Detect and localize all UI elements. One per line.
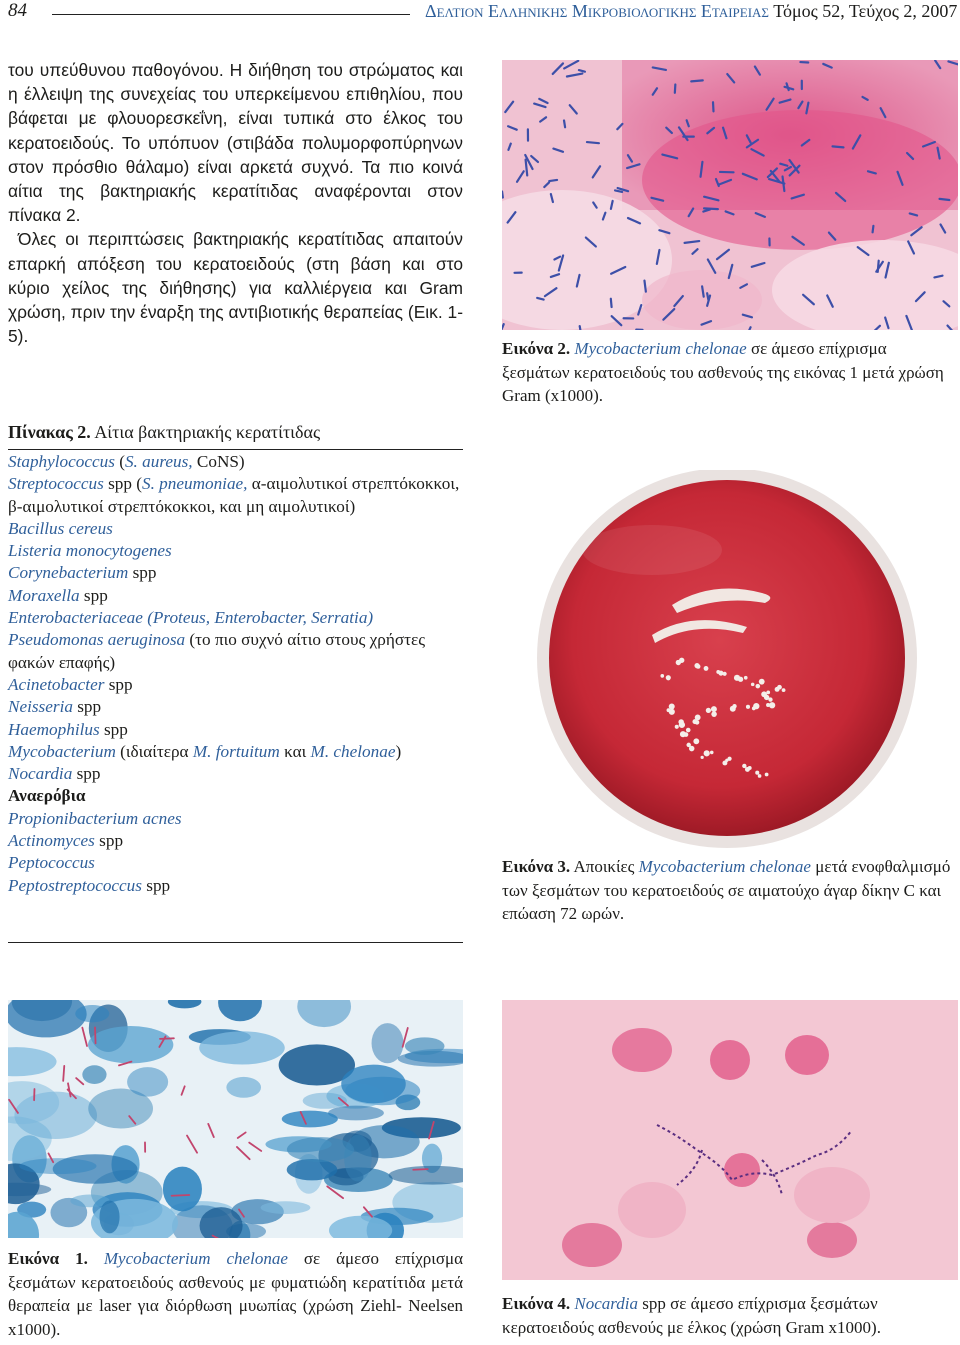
organism-italic3: M. chelonae — [310, 741, 396, 761]
organism-row — [8, 875, 463, 897]
figure-2-label: Εικόνα 2. — [502, 339, 571, 358]
acid-fast-bacillus-mark — [160, 1038, 174, 1039]
organism-row — [8, 830, 463, 852]
colony-mark — [782, 688, 786, 692]
figure-1-label: Εικόνα 1. — [8, 1249, 88, 1268]
table-bottom-rule — [8, 942, 463, 943]
bacillus-mark — [502, 192, 503, 198]
stain-blob — [303, 1093, 347, 1109]
organism-row — [8, 451, 463, 473]
colony-mark — [765, 773, 769, 777]
organism-row — [8, 741, 463, 763]
colony-mark — [759, 679, 765, 685]
stain-blob — [75, 1005, 109, 1022]
header-rule — [52, 14, 410, 15]
table-title — [8, 422, 320, 443]
table-label: Πίνακας 2. — [8, 422, 91, 442]
colony-mark — [742, 764, 746, 768]
organism-rest_open: (ιδιαίτερα — [115, 741, 193, 761]
figure-2-text: σε άμεσο επίχρισμα ξεσμάτων κερατοειδούς του ασθενούς της εικόνας 1 μετά χρώση Gram (x1000). — [502, 339, 944, 405]
colony-mark — [769, 702, 775, 708]
organism-row — [8, 607, 463, 629]
paragraph-1: του υπεύθυνου παθογόνου. Η διήθηση του στρώματος και η έλλειψη της συνεχείας του υπερκείμενου επιθηλίου, που βάφεται με φλουορεσκεΐνη, είναι τυπικά στο έλκος του κερατοειδούς. Το υπόπυον (στιβάδα πολυμορφοπύρηνων στον πρόσθιο θάλαμο) είναι αρκετά συχνό. Τα πιο κοινά αίτια της βακτηριακής κερατίτιδας αναφέρονται στον πίνακα 2. — [8, 60, 463, 226]
organism-list — [8, 451, 463, 897]
colony-mark — [738, 677, 743, 682]
stain-blob — [163, 1167, 202, 1212]
blood-agar-plate-photo — [502, 470, 958, 850]
figure-1-image — [8, 1000, 463, 1238]
colony-mark — [725, 759, 728, 762]
bacillus-mark — [873, 226, 874, 232]
organism-italic: Streptococcus — [8, 474, 104, 494]
colony-mark — [731, 706, 735, 710]
organism-rest: spp — [79, 585, 108, 605]
stain-blob — [19, 1158, 96, 1174]
organism-italic: Moraxella — [8, 585, 80, 605]
organism-rest: και — [279, 741, 311, 761]
organism-italic: Bacillus cereus — [8, 518, 113, 538]
figure-2-image — [502, 60, 958, 330]
nocardia-gram-micrograph — [502, 1000, 958, 1280]
acid-fast-bacillus-mark — [172, 1195, 190, 1196]
paragraph-2: Όλες οι περιπτώσεις βακτηριακής κερατίτιδας απαιτούν επαρκή απόξεση του κερατοειδούς (στη βάση και στο κύριο χείλος της διήθησης) για καλλιέργεια και Gram χρώση, πριν την έναρξη της αντιβιοτικής θεραπείας (Εικ. 1-5). — [8, 229, 463, 347]
organism-row — [8, 785, 463, 807]
colony-mark — [758, 774, 762, 778]
colony-mark — [718, 671, 723, 676]
colony-mark — [711, 706, 717, 712]
organism-rest: α-αιμολυτικοί στρεπτόκοκκοι, β-αιμολυτικοί στρεπτόκοκκοι, και μη αιμολυτικοί) — [8, 474, 460, 516]
organism-row — [8, 585, 463, 607]
organism-italic2: S. aureus, — [124, 452, 193, 471]
stain-blob — [82, 1065, 106, 1084]
bacillus-mark — [580, 326, 581, 330]
bacillus-mark — [615, 190, 622, 192]
bacillus-mark — [579, 70, 585, 72]
colony-mark — [756, 684, 761, 689]
organism-italic2: M. fortuitum — [192, 741, 280, 761]
organism-italic: Peptococcus — [8, 853, 95, 873]
figure-4-label: Εικόνα 4. — [502, 1294, 571, 1313]
bacillus-mark — [611, 299, 612, 307]
organism-italic: Corynebacterium — [8, 563, 129, 583]
organism-italic2: S. pneumoniae, — [141, 474, 248, 494]
bacillus-mark — [587, 142, 599, 143]
figure-3-pre: Αποικίες — [570, 857, 639, 876]
colony-mark — [693, 738, 699, 744]
colony-mark — [666, 675, 671, 680]
bacillus-mark — [564, 120, 565, 127]
bacillus-mark — [675, 84, 676, 92]
organism-row — [8, 696, 463, 718]
organism-row — [8, 540, 463, 562]
organism-italic: Staphylococcus — [8, 452, 115, 471]
colony-mark — [675, 725, 679, 729]
organism-rest: (το πιο συχνό αίτιο στους χρήστες φακών επαφής) — [8, 630, 426, 672]
stain-blob — [344, 1135, 372, 1182]
figure-1-caption — [8, 1247, 463, 1341]
gram-stain-micrograph — [502, 60, 958, 330]
organism-rest: spp — [94, 831, 124, 851]
organism-row — [8, 562, 463, 584]
organism-row — [8, 852, 463, 874]
figure-3-organism: Mycobacterium chelonae — [638, 857, 811, 876]
journal-name: Δελτιον Ελληνικης Μικροβιολογικης Εταιρειας — [425, 1, 769, 21]
figure-2-caption — [502, 337, 958, 408]
acid-fast-bacillus-mark — [413, 1169, 427, 1170]
colony-mark — [704, 666, 709, 671]
figure-3-text: μετά ενοφθαλμισμό των ξεσμάτων του κερατοειδούς σε αιματούχο άγαρ δίκην C και επώαση 72 ωρών. — [502, 857, 951, 923]
journal-volume: Τόμος 52, Τεύχος 2, 2007 — [773, 1, 958, 21]
colony-mark — [744, 676, 748, 680]
stain-blob — [226, 1077, 261, 1098]
figure-4-text: spp σε άμεσο επίχρισμα ξεσμάτων κερατοειδούς ασθενούς με έλκος (χρώση Gram x1000). — [502, 1294, 881, 1337]
bacillus-mark — [549, 180, 557, 181]
acid-fast-bacillus-mark — [63, 1066, 64, 1081]
stain-blob — [405, 1037, 445, 1055]
colony-mark — [696, 664, 701, 669]
colony-mark — [752, 707, 756, 711]
figure-3-caption — [502, 855, 958, 926]
organism-rest: spp — [128, 563, 157, 583]
organism-italic: Actinomyces — [8, 831, 95, 851]
stain-blob — [287, 1137, 354, 1162]
organism-row — [8, 674, 463, 696]
page-number: 84 — [8, 0, 27, 21]
stain-blob — [127, 1067, 168, 1097]
journal-header — [425, 1, 957, 22]
figure-1-organism: Mycobacterium chelonae — [103, 1249, 288, 1268]
stain-blob — [199, 1031, 285, 1064]
organism-row — [8, 518, 463, 540]
organism-rest: spp — [104, 674, 133, 694]
colony-mark — [751, 683, 755, 687]
organism-rest2: ) — [395, 741, 402, 761]
bacillus-mark — [704, 208, 718, 209]
organism-bold: Αναερόβια — [8, 786, 86, 806]
organism-rest: spp — [72, 764, 101, 784]
organism-italic: Peptostreptococcus — [8, 875, 142, 895]
organism-row — [8, 763, 463, 785]
organism-row — [8, 719, 463, 741]
colony-mark — [777, 685, 782, 690]
stain-blob — [100, 1201, 120, 1234]
stain-blob — [372, 1023, 404, 1063]
organism-italic: Neisseria — [8, 697, 73, 717]
stain-blob — [287, 1159, 338, 1180]
organism-italic: Mycobacterium — [8, 741, 116, 761]
organism-row — [8, 473, 463, 518]
figure-4-organism: Nocardia — [574, 1294, 638, 1313]
table-caption: Αίτια βακτηριακής κερατίτιδας — [94, 422, 321, 442]
colony-mark — [676, 660, 681, 665]
organism-italic: Propionibacterium acnes — [8, 808, 182, 828]
colony-mark — [768, 697, 772, 701]
acid-fast-bacillus-mark — [95, 1027, 96, 1043]
colony-mark — [704, 750, 710, 756]
colony-mark — [689, 746, 695, 752]
organism-rest_open: ( — [114, 452, 125, 471]
colony-mark — [667, 708, 671, 712]
table-top-rule — [8, 449, 463, 450]
bacillus-mark — [707, 293, 708, 300]
colony-mark — [710, 751, 714, 755]
organism-italic: Pseudomonas aeruginosa — [8, 630, 186, 650]
stain-blob — [341, 1065, 406, 1104]
organism-row — [8, 629, 463, 674]
colony-mark — [701, 756, 704, 759]
bacillus-mark — [833, 146, 844, 147]
organism-row — [8, 808, 463, 830]
colony-mark — [660, 674, 664, 678]
colony-mark — [746, 705, 750, 709]
colony-mark — [684, 732, 689, 737]
colony-mark — [755, 771, 759, 775]
organism-italic: Listeria monocytogenes — [8, 541, 172, 561]
bacillus-mark — [940, 199, 950, 200]
colony-mark — [711, 711, 717, 717]
organism-rest_open: spp ( — [103, 474, 142, 494]
organism-italic: Acinetobacter — [8, 674, 105, 694]
colony-mark — [692, 719, 697, 724]
bacillus-mark — [691, 80, 703, 81]
bacillus-mark — [644, 281, 645, 292]
colony-mark — [706, 708, 711, 713]
figure-4-image — [502, 1000, 958, 1280]
organism-italic: Haemophilus — [8, 719, 100, 739]
stain-blob — [282, 1111, 338, 1128]
organism-italic: Nocardia — [8, 764, 73, 784]
figure-1-text: σε άμεσο επίχρισμα ξεσμάτων κερατοειδούς ασθενούς με φυματιώδη κερατίτιδα μετά θεραπεία με laser για διόρθωση μυωπίας (χρώση Ziehl- Neelsen x1000). — [8, 1249, 463, 1339]
figure-4-caption — [502, 1292, 958, 1339]
organism-rest: spp — [72, 697, 102, 717]
figure-3-label: Εικόνα 3. — [502, 857, 571, 876]
organism-rest: CoNS) — [192, 452, 245, 471]
figure-3-image — [502, 470, 958, 850]
colony-mark — [686, 728, 691, 733]
organism-rest: spp — [99, 719, 128, 739]
ziehl-neelsen-micrograph — [8, 1000, 463, 1238]
body-text — [8, 58, 463, 348]
figure-2-organism: Mycobacterium chelonae — [574, 339, 747, 358]
organism-rest: spp — [141, 875, 171, 895]
colony-mark — [678, 719, 683, 724]
organism-italic: Enterobacteriaceae (Proteus, Enterobacter, Serratia) — [8, 608, 374, 628]
stain-blob — [261, 1201, 311, 1214]
